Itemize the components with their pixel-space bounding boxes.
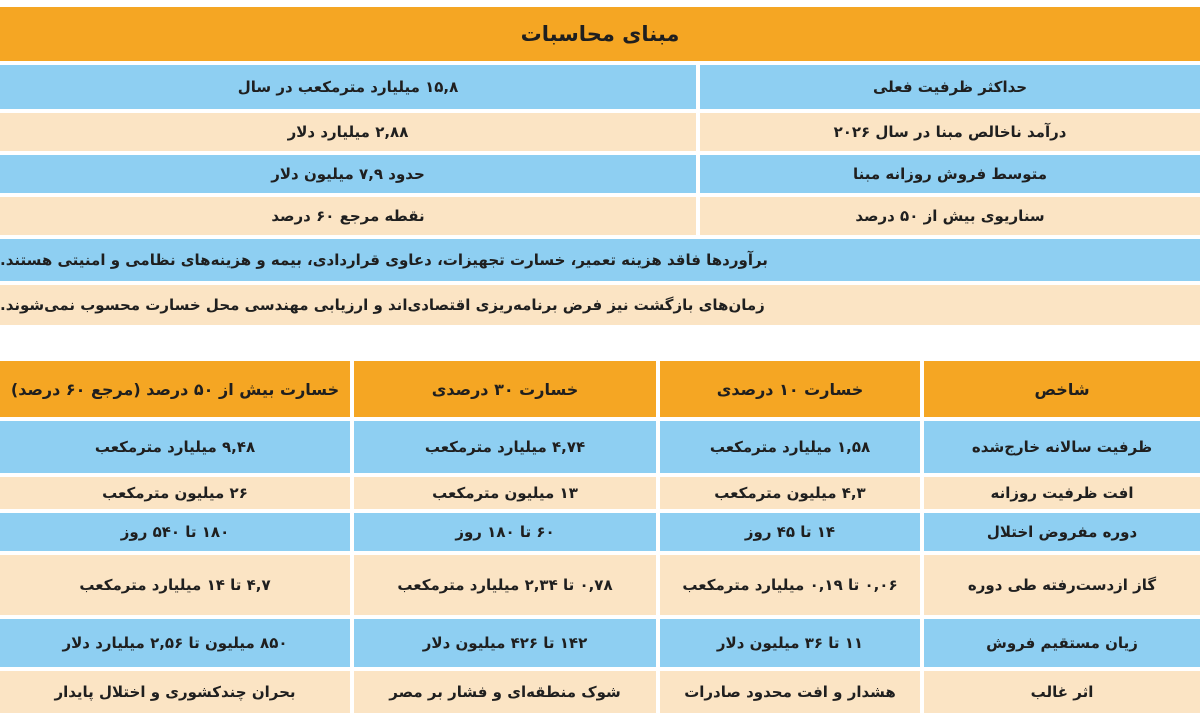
cell-damage-30: ۴,۷۴ میلیارد مترمکعب — [354, 421, 656, 473]
row-label: دوره مفروض اختلال — [924, 513, 1200, 551]
scenario-row — [0, 619, 1200, 667]
header-damage-30: خسارت ۳۰ درصدی — [354, 361, 656, 417]
cell-damage-10: ۱۱ تا ۳۶ میلیون دلار — [660, 619, 920, 667]
scenario-row — [0, 477, 1200, 509]
basis-note: برآوردها فاقد هزینه تعمیر، خسارت تجهیزات، دعاوی قراردادی، بیمه و هزینه‌های نظامی و امنیتی هستند. — [0, 239, 1200, 281]
cell-damage-10: ۰,۰۶ تا ۰,۱۹ میلیارد مترمکعب — [660, 555, 920, 615]
cell-damage-50: ۲۶ میلیون مترمکعب — [0, 477, 350, 509]
cell-damage-30: ۶۰ تا ۱۸۰ روز — [354, 513, 656, 551]
row-label: گاز ازدست‌رفته طی دوره — [924, 555, 1200, 615]
basis-note-row — [0, 285, 1200, 325]
basis-value: ۱۵,۸ میلیارد مترمکعب در سال — [0, 65, 696, 109]
header-damage-10: خسارت ۱۰ درصدی — [660, 361, 920, 417]
row-label: ظرفیت سالانه خارج‌شده — [924, 421, 1200, 473]
cell-damage-30: ۱۴۲ تا ۴۲۶ میلیون دلار — [354, 619, 656, 667]
cell-damage-10: ۱,۵۸ میلیارد مترمکعب — [660, 421, 920, 473]
cell-damage-30: شوک منطقه‌ای و فشار بر مصر — [354, 671, 656, 713]
basis-row — [0, 65, 1200, 109]
header-damage-50: خسارت بیش از ۵۰ درصد (مرجع ۶۰ درصد) — [0, 361, 350, 417]
scenario-row — [0, 671, 1200, 713]
basis-value: نقطه مرجع ۶۰ درصد — [0, 197, 696, 235]
cell-damage-30: ۰,۷۸ تا ۲,۳۴ میلیارد مترمکعب — [354, 555, 656, 615]
basis-table — [0, 7, 1200, 329]
cell-damage-10: ۱۴ تا ۴۵ روز — [660, 513, 920, 551]
scenario-header-row — [0, 361, 1200, 417]
cell-damage-50: ۴,۷ تا ۱۴ میلیارد مترمکعب — [0, 555, 350, 615]
cell-damage-10: ۴,۳ میلیون مترمکعب — [660, 477, 920, 509]
basis-row — [0, 197, 1200, 235]
header-indicator: شاخص — [924, 361, 1200, 417]
basis-label: درآمد ناخالص مبنا در سال ۲۰۲۶ — [700, 113, 1200, 151]
row-label: افت ظرفیت روزانه — [924, 477, 1200, 509]
basis-row — [0, 155, 1200, 193]
basis-note: زمان‌های بازگشت نیز فرض برنامه‌ریزی اقتصادی‌اند و ارزیابی مهندسی محل خسارت محسوب نمی‌شوند. — [0, 285, 1200, 325]
cell-damage-50: بحران چندکشوری و اختلال پایدار — [0, 671, 350, 713]
cell-damage-50: ۸۵۰ میلیون تا ۲,۵۶ میلیارد دلار — [0, 619, 350, 667]
cell-damage-30: ۱۳ میلیون مترمکعب — [354, 477, 656, 509]
basis-label: حداکثر ظرفیت فعلی — [700, 65, 1200, 109]
cell-damage-50: ۱۸۰ تا ۵۴۰ روز — [0, 513, 350, 551]
basis-label: متوسط فروش روزانه مبنا — [700, 155, 1200, 193]
row-label: اثر غالب — [924, 671, 1200, 713]
row-label: زیان مستقیم فروش — [924, 619, 1200, 667]
cell-damage-50: ۹,۴۸ میلیارد مترمکعب — [0, 421, 350, 473]
scenario-row — [0, 513, 1200, 551]
scenario-row — [0, 555, 1200, 615]
basis-value: ۲,۸۸ میلیارد دلار — [0, 113, 696, 151]
basis-label: سناریوی بیش از ۵۰ درصد — [700, 197, 1200, 235]
basis-value: حدود ۷,۹ میلیون دلار — [0, 155, 696, 193]
scenario-row — [0, 421, 1200, 473]
basis-row — [0, 113, 1200, 151]
scenario-table — [0, 361, 1200, 717]
basis-note-row — [0, 239, 1200, 281]
cell-damage-10: هشدار و افت محدود صادرات — [660, 671, 920, 713]
basis-title: مبنای محاسبات — [0, 7, 1200, 61]
